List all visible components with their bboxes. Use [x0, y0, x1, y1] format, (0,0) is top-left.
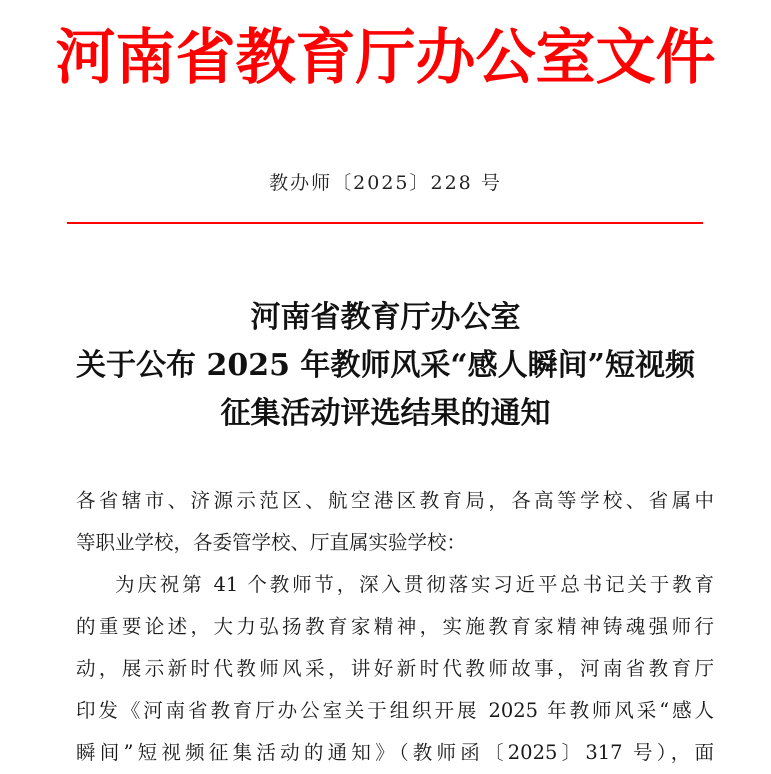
notice-body	[76, 480, 714, 774]
body-line-6: 印发《河南省教育厅办公室关于组织开展 2025 年教师风采“感人	[76, 699, 714, 722]
body-line-1: 各省辖市、济源示范区、航空港区教育局，各高等学校、省属中	[76, 489, 714, 512]
red-divider-line	[67, 222, 703, 224]
body-line-4: 的重要论述，大力弘扬教育家精神，实施教育家精神铸魂强师行	[76, 615, 714, 638]
document-number: 教办师〔2025〕228 号	[269, 172, 502, 194]
notice-title-line-2: 关于公布 2025 年教师风采“感人瞬间”短视频	[76, 348, 695, 383]
body-line-5: 动，展示新时代教师风采，讲好新时代教师故事，河南省教育厅	[76, 657, 714, 680]
body-line-2: 等职业学校，各委管学校、厅直属实验学校：	[76, 531, 467, 554]
body-line-3: 为庆祝第 41 个教师节，深入贯彻落实习近平总书记关于教育	[115, 573, 714, 596]
document-header-title: 河南省教育厅办公室文件	[55, 23, 716, 93]
notice-title-line-3: 征集活动评选结果的通知	[220, 396, 551, 431]
notice-title-line-1: 河南省教育厅办公室	[250, 300, 521, 335]
body-line-7: 瞬间”短视频征集活动的通知》（教师函〔2025〕317 号），面	[76, 741, 714, 764]
notice-title	[0, 294, 771, 438]
